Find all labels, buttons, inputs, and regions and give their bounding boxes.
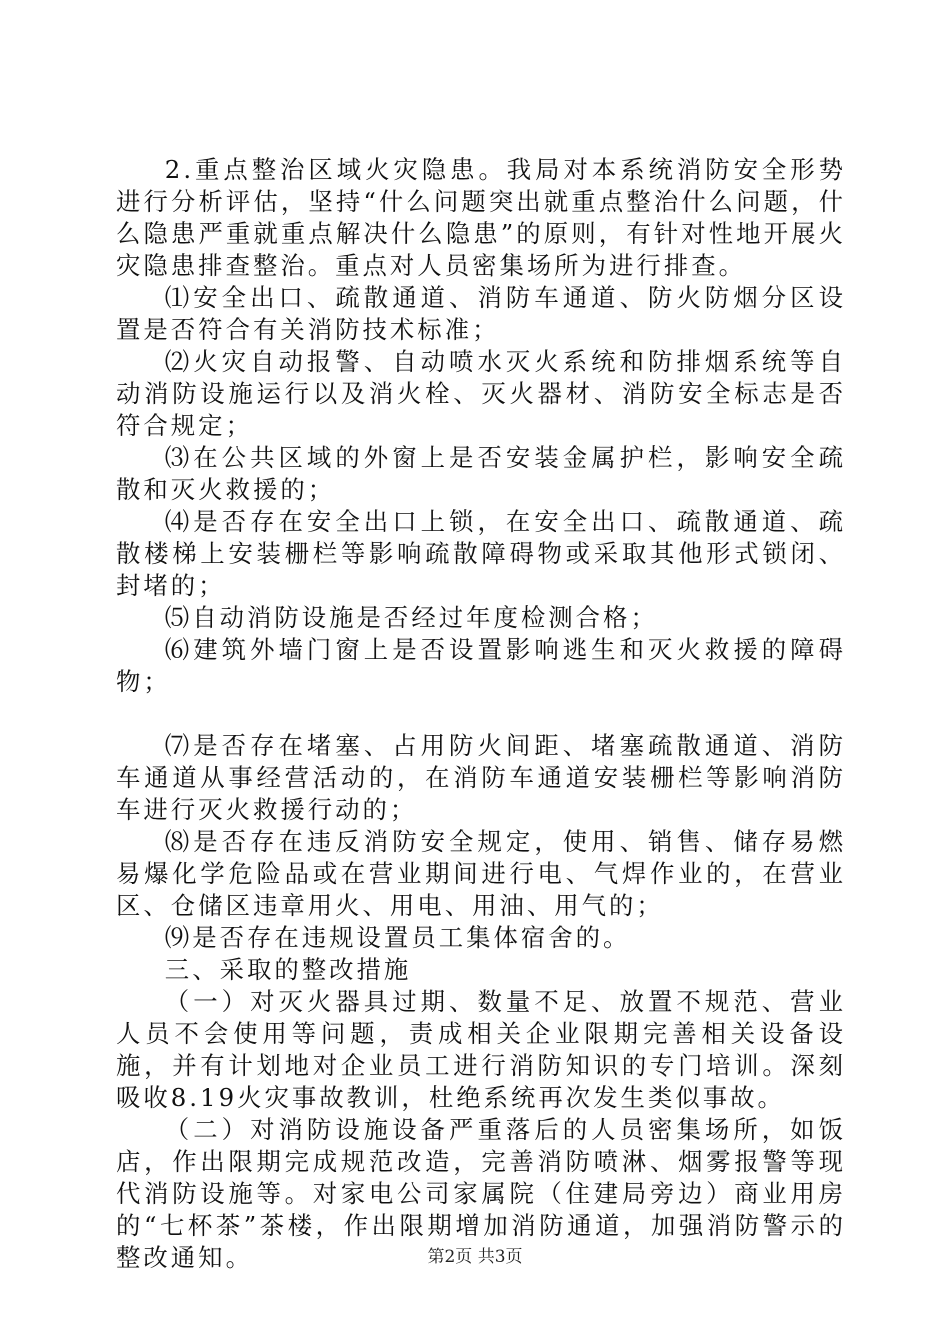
paragraph-key-rectification: 2.重点整治区域火灾隐患。我局对本系统消防安全形势进行分析评估，坚持“什么问题突出就重点整治什么问题，什么隐患严重就重点解决什么隐患”的原则，有针对性地开展火灾隐患排查整治。重点对人员密集场所为进行排查。 bbox=[116, 155, 846, 280]
document-body bbox=[116, 154, 846, 1274]
page-number-footer: 第2页 共3页 bbox=[427, 1247, 523, 1267]
section-heading-measures: 三、采取的整改措施 bbox=[164, 955, 412, 984]
list-item-1: ⑴安全出口、疏散通道、消防车通道、防火防烟分区设置是否符合有关消防技术标准； bbox=[116, 283, 846, 344]
measure-paragraph-2: （二）对消防设施设备严重落后的人员密集场所，如饭店，作出限期完成规范改造，完善消防喷淋、烟雾报警等现代消防设施等。对家电公司家属院（住建局旁边）商业用房的“七杯茶”茶楼，作出限期增加消防通道，加强消防警示的整改通知。 bbox=[116, 1115, 846, 1272]
list-item-5: ⑸自动消防设施是否经过年度检测合格； bbox=[164, 603, 658, 632]
blank-line bbox=[116, 698, 846, 730]
list-item-8: ⑻是否存在违反消防安全规定，使用、销售、储存易燃易爆化学危险品或在营业期间进行电、气焊作业的，在营业区、仓储区违章用火、用电、用油、用气的； bbox=[116, 827, 846, 920]
list-item-9: ⑼是否存在违规设置员工集体宿舍的。 bbox=[164, 923, 631, 952]
list-item-4: ⑷是否存在安全出口上锁，在安全出口、疏散通道、疏散楼梯上安装栅栏等影响疏散障碍物或采取其他形式锁闭、封堵的； bbox=[116, 507, 846, 600]
list-item-7: ⑺是否存在堵塞、占用防火间距、堵塞疏散通道、消防车通道从事经营活动的，在消防车通道安装栅栏等影响消防车进行灭火救援行动的； bbox=[116, 731, 846, 824]
list-item-3: ⑶在公共区域的外窗上是否安装金属护栏，影响安全疏散和灭火救援的； bbox=[116, 443, 846, 504]
list-item-2: ⑵火灾自动报警、自动喷水灭火系统和防排烟系统等自动消防设施运行以及消火栓、灭火器材、消防安全标志是否符合规定； bbox=[116, 347, 846, 440]
list-item-6: ⑹建筑外墙门窗上是否设置影响逃生和灭火救援的障碍物； bbox=[116, 635, 846, 696]
measure-paragraph-1: （一）对灭火器具过期、数量不足、放置不规范、营业人员不会使用等问题，责成相关企业限期完善相关设备设施，并有计划地对企业员工进行消防知识的专门培训。深刻吸收8.19火灾事故教训，杜绝系统再次发生类似事故。 bbox=[116, 987, 846, 1112]
